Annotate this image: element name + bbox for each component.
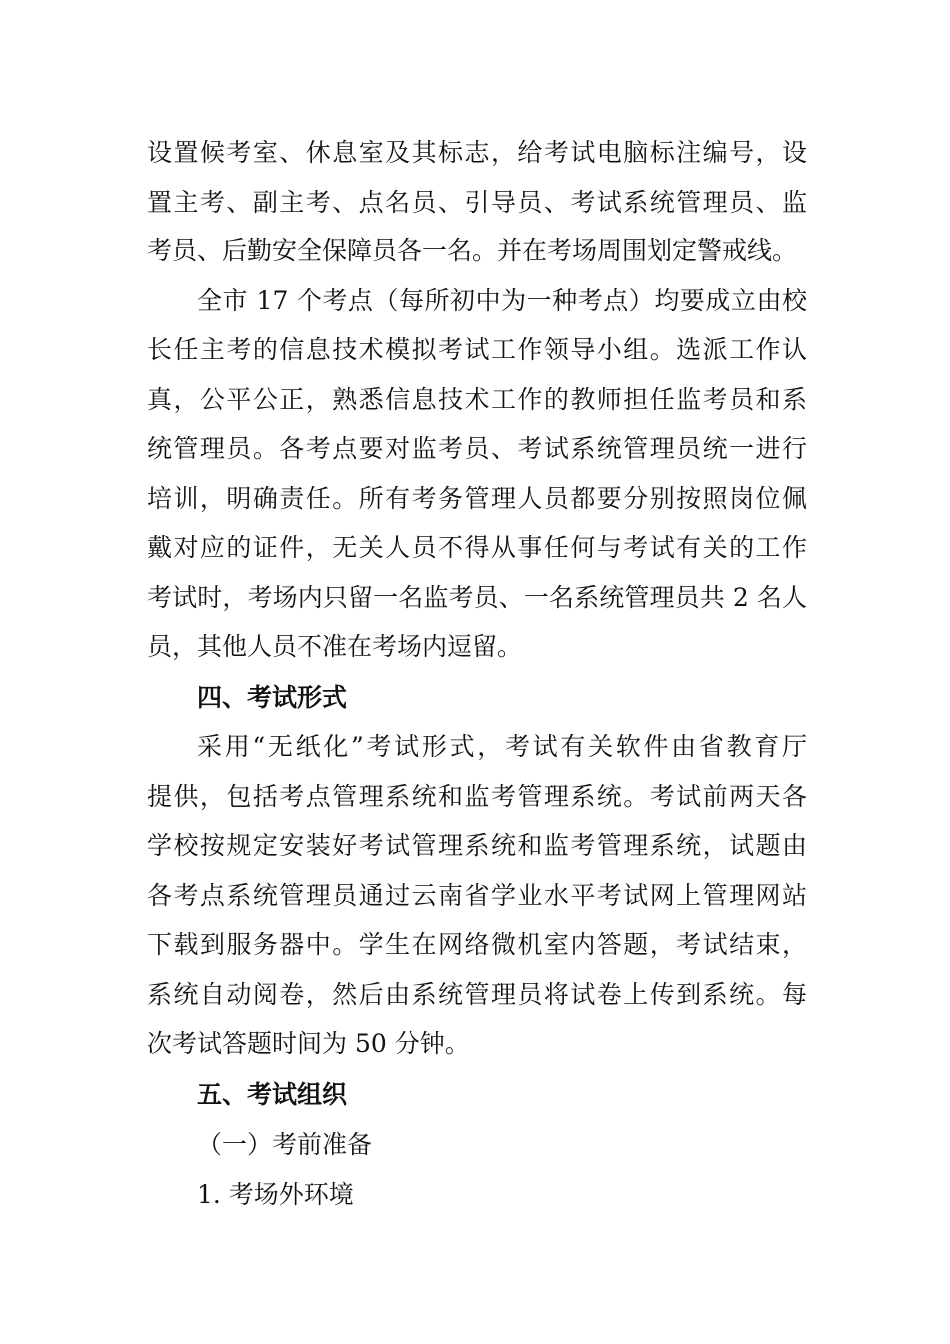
text-line: 系统自动阅卷，然后由系统管理员将试卷上传到系统。每 bbox=[147, 980, 807, 1009]
text-line: 置主考、副主考、点名员、引导员、考试系统管理员、监 bbox=[147, 188, 807, 217]
text-line: 学校按规定安装好考试管理系统和监考管理系统，试题由 bbox=[147, 831, 807, 860]
text-line: 员，其他人员不准在考场内逗留。 bbox=[147, 632, 523, 661]
text-line: 统管理员。各考点要对监考员、考试系统管理员统一进行 bbox=[147, 434, 807, 463]
text-line: 考试时，考场内只留一名监考员、一名系统管理员共 2 名人 bbox=[147, 583, 807, 612]
text-line: 设置候考室、休息室及其标志，给考试电脑标注编号，设 bbox=[147, 138, 807, 167]
text-line: 采用“无纸化”考试形式，考试有关软件由省教育厅 bbox=[197, 732, 807, 761]
section-heading: 五、考试组织 bbox=[197, 1080, 348, 1109]
text-line: 各考点系统管理员通过云南省学业水平考试网上管理网站 bbox=[147, 881, 807, 910]
text-line: 培训，明确责任。所有考务管理人员都要分别按照岗位佩 bbox=[147, 484, 807, 513]
section-heading: 四、考试形式 bbox=[197, 683, 348, 712]
text-line: 真，公平公正，熟悉信息技术工作的教师担任监考员和系 bbox=[147, 385, 807, 414]
subsection-heading: （一）考前准备 bbox=[197, 1130, 373, 1159]
text-line: 下载到服务器中。学生在网络微机室内答题，考试结束， bbox=[147, 930, 807, 959]
list-item: 1. 考场外环境 bbox=[197, 1180, 354, 1209]
text-line: 提供，包括考点管理系统和监考管理系统。考试前两天各 bbox=[147, 782, 807, 811]
text-line: 长任主考的信息技术模拟考试工作领导小组。选派工作认 bbox=[147, 335, 807, 364]
text-line: 全市 17 个考点（每所初中为一种考点）均要成立由校 bbox=[197, 286, 807, 315]
text-line: 考员、后勤安全保障员各一名。并在考场周围划定警戒线。 bbox=[147, 236, 798, 265]
text-line: 戴对应的证件，无关人员不得从事任何与考试有关的工作 bbox=[147, 533, 807, 562]
text-line: 次考试答题时间为 50 分钟。 bbox=[147, 1029, 470, 1058]
